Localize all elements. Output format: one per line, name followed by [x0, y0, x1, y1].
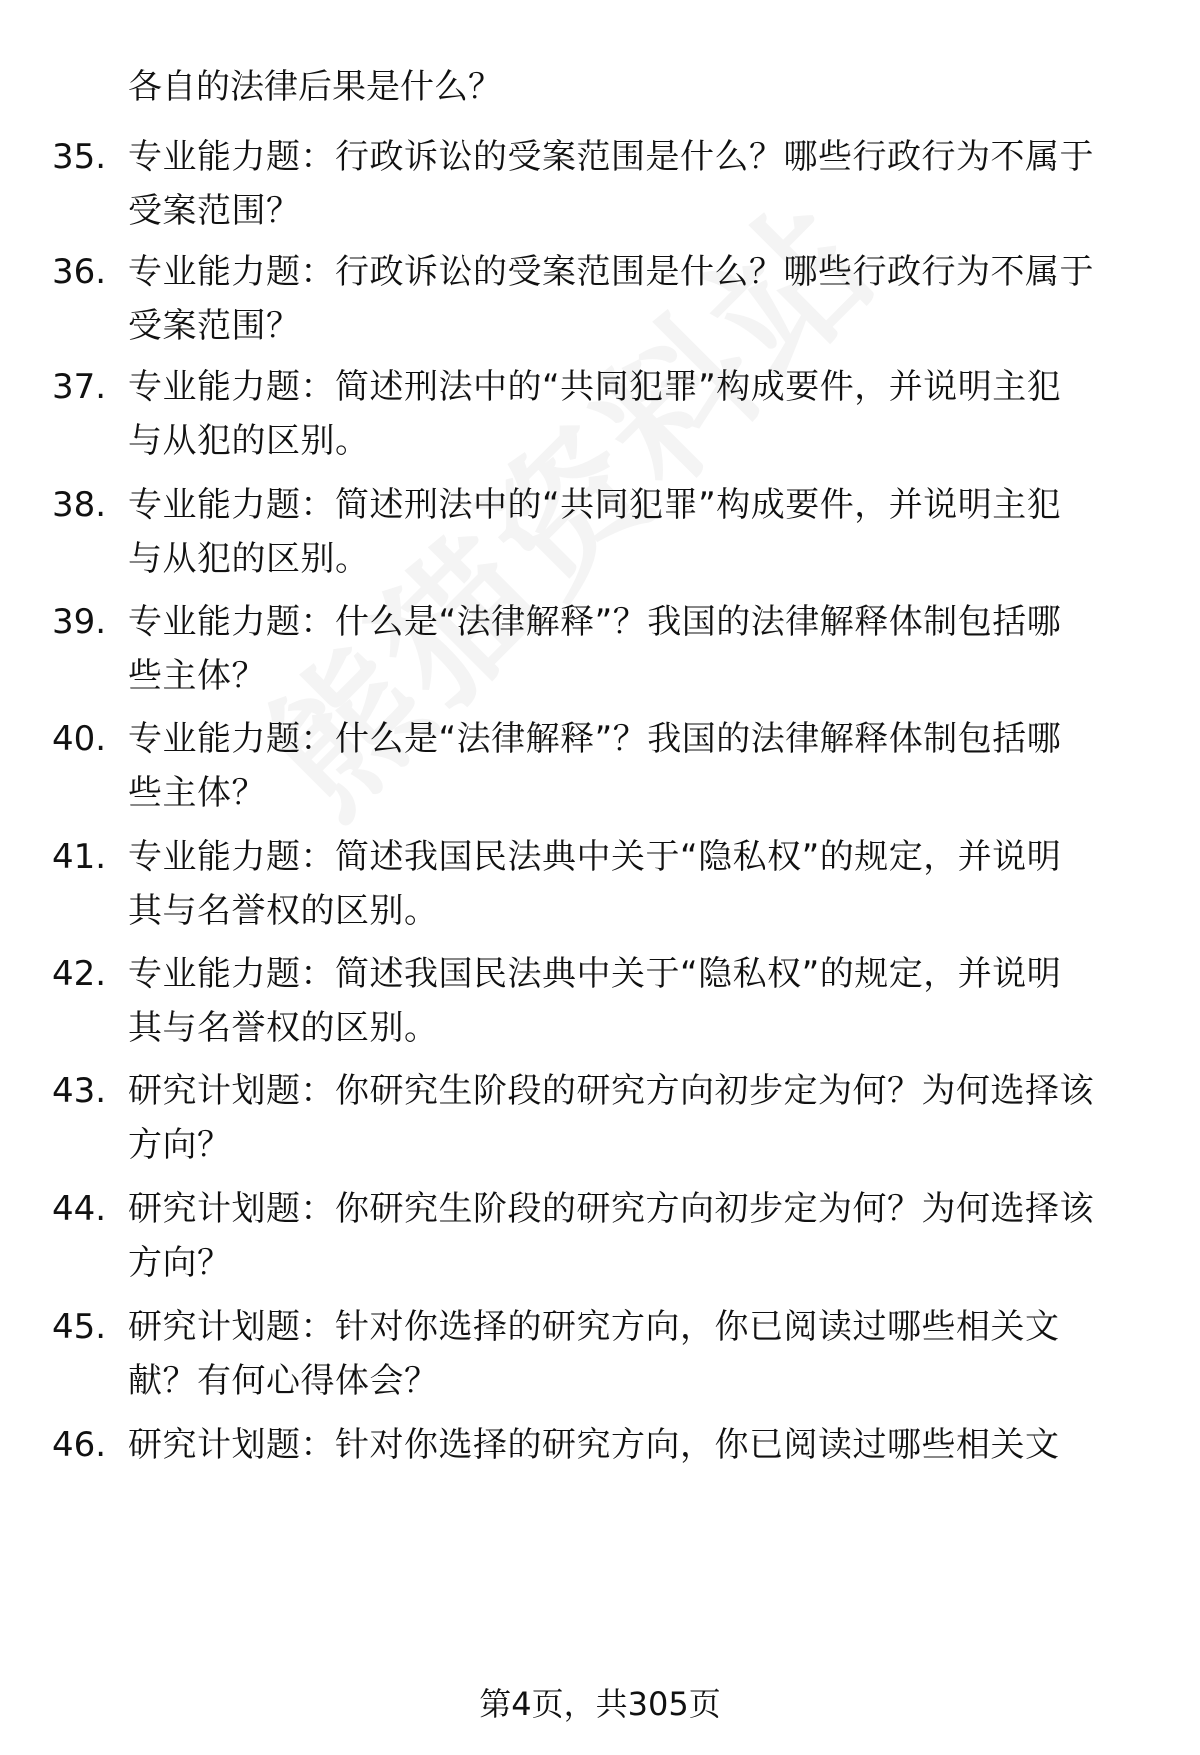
item-line: 方向？ [128, 1125, 232, 1165]
item-line: 专业能力题：行政诉讼的受案范围是什么？哪些行政行为不属于 [128, 137, 1094, 177]
item-text [128, 712, 1148, 820]
item-text [128, 478, 1148, 586]
item-line: 研究计划题：你研究生阶段的研究方向初步定为何？为何选择该 [128, 1071, 1094, 1111]
item-number: 36. [52, 252, 107, 292]
item-text [128, 245, 1148, 353]
item-line: 受案范围？ [128, 306, 301, 346]
item-line: 专业能力题：什么是“法律解释”？我国的法律解释体制包括哪 [128, 719, 1062, 759]
item-line: 与从犯的区别。 [128, 539, 370, 579]
item-line: 些主体？ [128, 656, 266, 696]
item-number: 42. [52, 954, 107, 994]
item-line: 与从犯的区别。 [128, 421, 370, 461]
page-footer: 第4页，共305页 [479, 1685, 721, 1723]
item-line: 些主体？ [128, 773, 266, 813]
item-text [128, 130, 1148, 238]
item-line: 其与名誉权的区别。 [128, 1008, 439, 1048]
item-line: 研究计划题：你研究生阶段的研究方向初步定为何？为何选择该 [128, 1189, 1094, 1229]
item-line: 专业能力题：什么是“法律解释”？我国的法律解释体制包括哪 [128, 602, 1062, 642]
item-number: 37. [52, 367, 107, 407]
item-text [128, 1300, 1148, 1408]
item-text [128, 595, 1148, 703]
item-line: 专业能力题：简述刑法中的“共同犯罪”构成要件，并说明主犯 [128, 485, 1062, 525]
item-line: 专业能力题：简述刑法中的“共同犯罪”构成要件，并说明主犯 [128, 367, 1062, 407]
item-line: 研究计划题：针对你选择的研究方向，你已阅读过哪些相关文 [128, 1425, 1060, 1465]
item-number: 38. [52, 485, 107, 525]
item-number: 43. [52, 1071, 107, 1111]
item-line: 献？有何心得体会？ [128, 1361, 439, 1401]
item-text [128, 1064, 1148, 1172]
item-text [128, 947, 1148, 1055]
item-number: 39. [52, 602, 107, 642]
item-text [128, 1418, 1148, 1472]
item-text [128, 830, 1148, 938]
item-line: 受案范围？ [128, 191, 301, 231]
item-number: 45. [52, 1307, 107, 1347]
item-number: 35. [52, 137, 107, 177]
item-line: 专业能力题：简述我国民法典中关于“隐私权”的规定，并说明 [128, 954, 1062, 994]
item-text [128, 360, 1148, 468]
item-number: 41. [52, 837, 107, 877]
item-line: 研究计划题：针对你选择的研究方向，你已阅读过哪些相关文 [128, 1307, 1060, 1347]
item-line: 方向？ [128, 1243, 232, 1283]
item-number: 44. [52, 1189, 107, 1229]
item-line: 专业能力题：简述我国民法典中关于“隐私权”的规定，并说明 [128, 837, 1062, 877]
item-text [128, 1182, 1148, 1290]
item-line: 其与名誉权的区别。 [128, 891, 439, 931]
item-line: 专业能力题：行政诉讼的受案范围是什么？哪些行政行为不属于 [128, 252, 1094, 292]
item-number: 40. [52, 719, 107, 759]
item-number: 46. [52, 1425, 107, 1465]
continuation-line: 各自的法律后果是什么？ [128, 67, 502, 107]
